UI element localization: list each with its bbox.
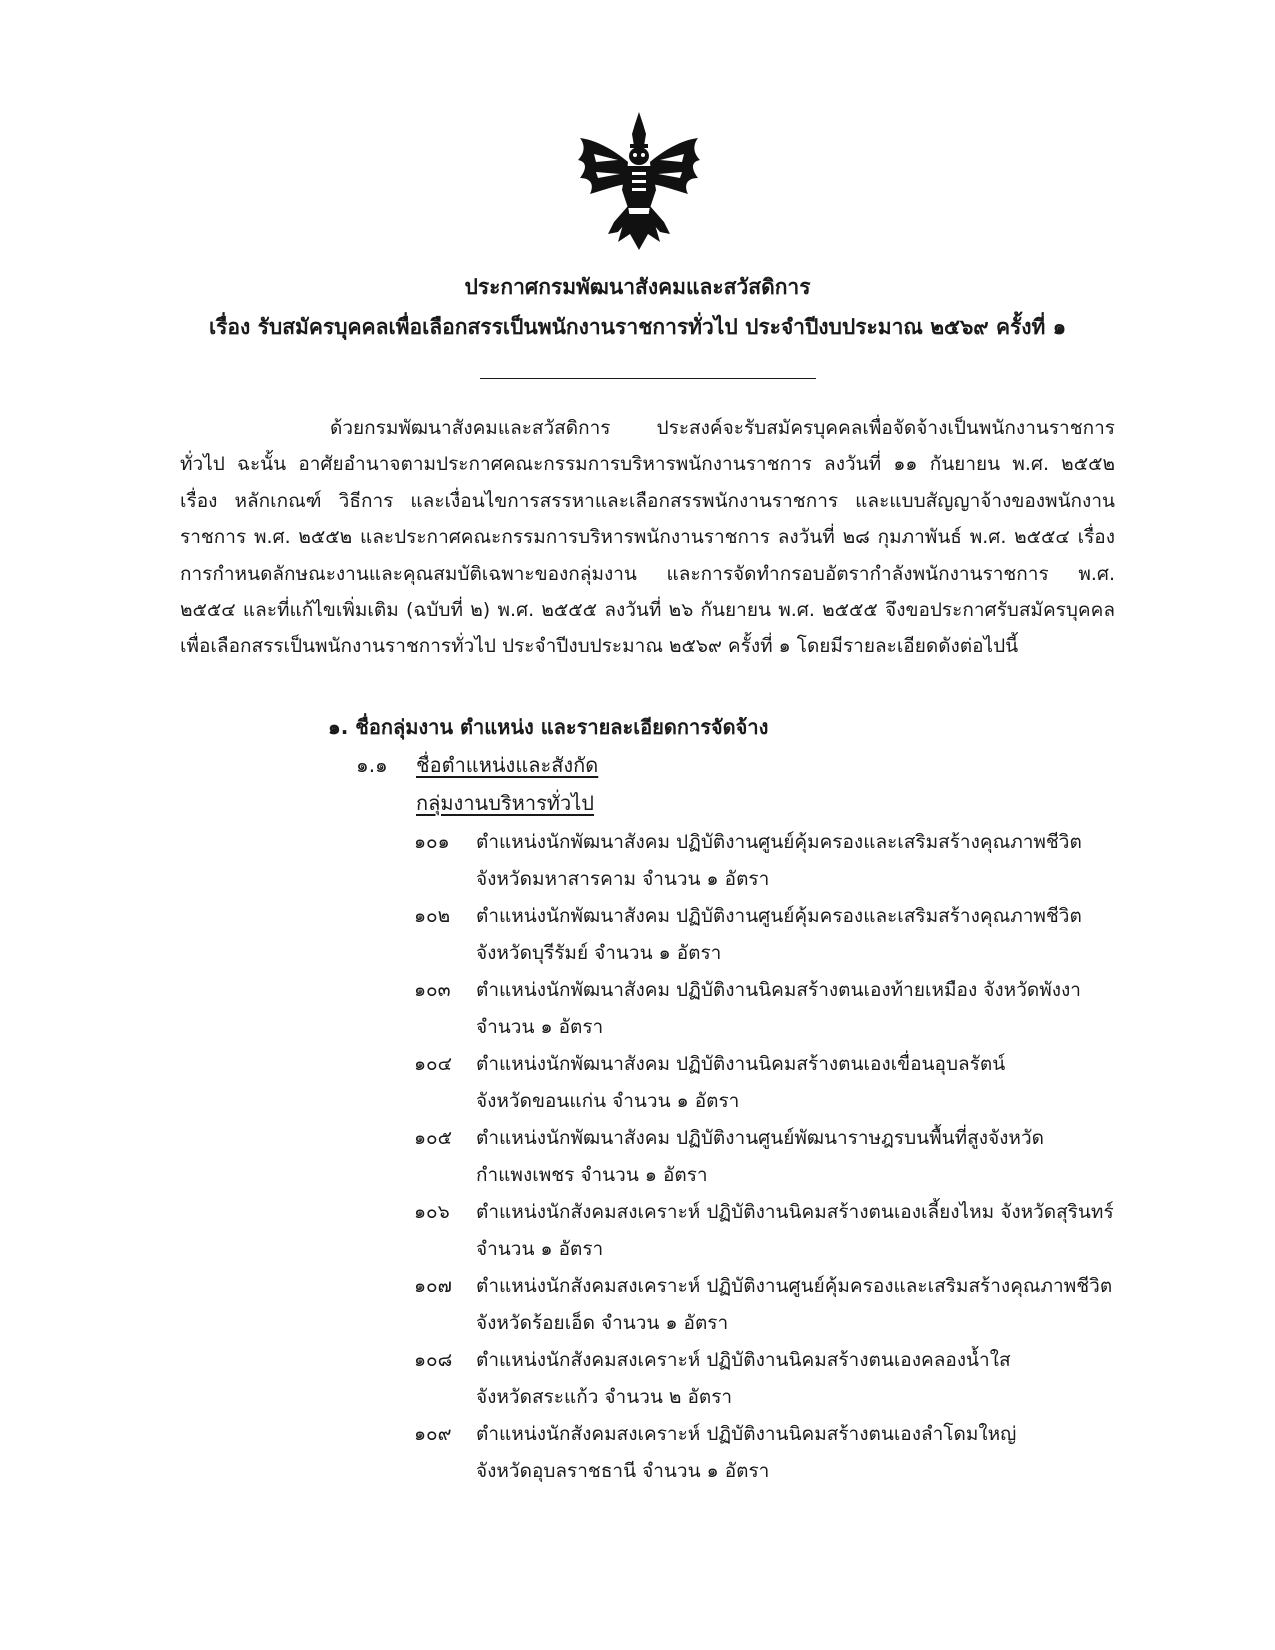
position-item [416,1416,1156,1490]
position-code: ๑๐๙ [414,1423,452,1445]
position-item [416,972,1156,1046]
section-1-1-title: ชื่อตำแหน่งและสังกัด [416,753,599,777]
position-item [416,824,1156,898]
title-divider [480,378,816,379]
position-title: ตำแหน่งนักสังคมสงเคราะห์ ปฏิบัติงานนิคมสร้างตนเองเลี้ยงไหม จังหวัดสุรินทร์ [476,1201,1114,1223]
garuda-emblem-icon [574,110,704,252]
position-code: ๑๐๑ [414,831,450,853]
position-code: ๑๐๕ [414,1127,453,1149]
position-code: ๑๐๘ [414,1349,453,1371]
position-location: จำนวน ๑ อัตรา [476,1238,604,1260]
position-item [416,1268,1156,1342]
position-title: ตำแหน่งนักพัฒนาสังคม ปฏิบัติงานนิคมสร้างตนเองท้ายเหมือง จังหวัดพังงา [476,979,1081,1001]
section-1-heading: ๑. ชื่อกลุ่มงาน ตำแหน่ง และรายละเอียดการจัดจ้าง [328,715,769,739]
position-list [416,824,1156,1490]
position-title: ตำแหน่งนักสังคมสงเคราะห์ ปฏิบัติงานนิคมสร้างตนเองคลองน้ำใส [476,1349,1011,1371]
position-location: จำนวน ๑ อัตรา [476,1016,604,1038]
position-code: ๑๐๗ [414,1275,452,1297]
position-location: จังหวัดขอนแก่น จำนวน ๑ อัตรา [476,1090,740,1112]
position-code: ๑๐๓ [414,979,451,1001]
position-title: ตำแหน่งนักพัฒนาสังคม ปฏิบัติงานศูนย์คุ้มครองและเสริมสร้างคุณภาพชีวิต [476,831,1082,853]
position-location: จังหวัดมหาสารคาม จำนวน ๑ อัตรา [476,868,770,890]
position-item [416,898,1156,972]
position-title: ตำแหน่งนักพัฒนาสังคม ปฏิบัติงานศูนย์คุ้มครองและเสริมสร้างคุณภาพชีวิต [476,905,1082,927]
position-item [416,1046,1156,1120]
position-title: ตำแหน่งนักพัฒนาสังคม ปฏิบัติงานนิคมสร้างตนเองเขื่อนอุบลรัตน์ [476,1053,1006,1075]
position-title: ตำแหน่งนักสังคมสงเคราะห์ ปฏิบัติงานศูนย์คุ้มครองและเสริมสร้างคุณภาพชีวิต [476,1275,1113,1297]
position-code: ๑๐๖ [414,1201,450,1223]
position-title: ตำแหน่งนักสังคมสงเคราะห์ ปฏิบัติงานนิคมสร้างตนเองลำโดมใหญ่ [476,1423,1017,1445]
preamble-text: ด้วยกรมพัฒนาสังคมและสวัสดิการ ประสงค์จะรับสมัครบุคคลเพื่อจัดจ้างเป็นพนักงานราชการทั่วไป ฉะนั้น อาศัยอำนาจตามประกาศคณะกรรมการบริหารพนักงานราชการ ลงวันที่ ๑๑ กันยายน พ.ศ. ๒๕๕๒ เรื่อง หลักเกณฑ์ วิธีการ และเงื่อนไขการสรรหาและเลือกสรรพนักงานราชการ และแบบสัญญาจ้างของพนักงานราชการ พ.ศ. ๒๕๕๒ และประกาศคณะกรรมการบริหารพนักงานราชการ ลงวันที่ ๒๘ กุมภาพันธ์ พ.ศ. ๒๕๕๔ เรื่อง การกำหนดลักษณะงานและคุณสมบัติเฉพาะของกลุ่มงาน และการจัดทำกรอบอัตรากำลังพนักงานราชการ พ.ศ. ๒๕๕๔ และที่แก้ไขเพิ่มเติม (ฉบับที่ ๒) พ.ศ. ๒๕๕๕ ลงวันที่ ๒๖ กันยายน พ.ศ. ๒๕๕๕ จึงขอประกาศรับสมัครบุคคลเพื่อเลือกสรรเป็นพนักงานราชการทั่วไป ประจำปีงบประมาณ ๒๕๖๙ ครั้งที่ ๑ โดยมีรายละเอียดดังต่อไปนี้ [180,417,1115,658]
position-location: จังหวัดบุรีรัมย์ จำนวน ๑ อัตรา [476,942,722,964]
job-group-name: กลุ่มงานบริหารทั่วไป [416,791,594,815]
position-code: ๑๐๒ [414,905,451,927]
section-1-1-number: ๑.๑ [356,753,388,777]
position-location: จังหวัดอุบลราชธานี จำนวน ๑ อัตรา [476,1460,770,1482]
position-location: กำแพงเพชร จำนวน ๑ อัตรา [476,1164,708,1186]
position-item [416,1342,1156,1416]
position-code: ๑๐๔ [414,1053,453,1075]
position-title: ตำแหน่งนักพัฒนาสังคม ปฏิบัติงานศูนย์พัฒนาราษฎรบนพื้นที่สูงจังหวัด [476,1127,1044,1149]
announcement-subject: เรื่อง รับสมัครบุคคลเพื่อเลือกสรรเป็นพนักงานราชการทั่วไป ประจำปีงบประมาณ ๒๕๖๙ ครั้งที่ ๑ [208,315,1067,339]
position-location: จังหวัดร้อยเอ็ด จำนวน ๑ อัตรา [476,1312,729,1334]
section-1-1-heading [356,750,598,780]
position-location: จังหวัดสระแก้ว จำนวน ๒ อัตรา [476,1386,733,1408]
position-item [416,1120,1156,1194]
announcement-title: ประกาศกรมพัฒนาสังคมและสวัสดิการ [464,275,811,299]
position-item [416,1194,1156,1268]
preamble-paragraph [180,410,1115,665]
